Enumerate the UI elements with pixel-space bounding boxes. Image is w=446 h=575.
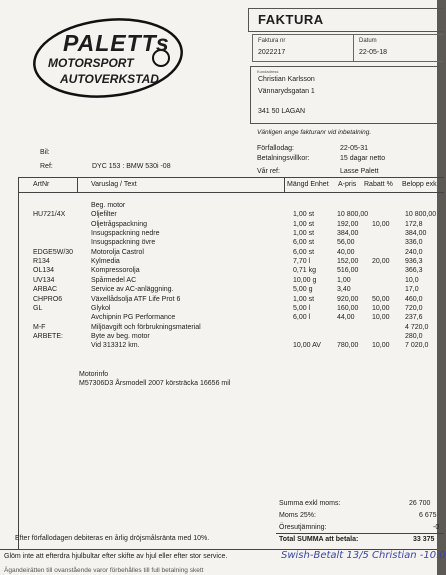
- cell-art: R134: [33, 258, 50, 266]
- date-label: Datum: [359, 38, 377, 44]
- invoice-title-box: [248, 8, 444, 32]
- cell-amt: 17,0: [405, 286, 419, 294]
- cell-qty: 1,00 st: [293, 230, 315, 238]
- cell-amt: 384,00: [405, 230, 427, 238]
- cell-amt: 172,8: [405, 220, 423, 228]
- cell-amt: 10,0: [405, 276, 419, 284]
- cell-disc: 10,00: [372, 314, 390, 322]
- cell-disc: 10,00: [372, 220, 390, 228]
- cell-amt: 336,0: [405, 239, 423, 247]
- header-desc: Varuslag / Text: [91, 181, 137, 188]
- payment-notice: Vänligen ange fakturanr vid inbetalning.: [257, 129, 372, 136]
- col-divider: [284, 178, 285, 192]
- cell-price: 384,00: [337, 230, 359, 238]
- cell-price: 40,00: [337, 248, 355, 256]
- header-qty: Mängd Enhet: [287, 181, 329, 188]
- payment-terms-value: 15 dagar netto: [340, 155, 386, 162]
- cell-desc: Beg. motor: [91, 202, 126, 209]
- customer-city: 341 50 LAGAN: [258, 108, 306, 115]
- cell-amt: 460,0: [405, 295, 423, 303]
- cell-disc: 10,00: [372, 304, 390, 312]
- customer-street: Vännarydsgatan 1: [258, 88, 315, 95]
- cell-amt: 10 800,00: [405, 211, 437, 219]
- cell-desc: Byte av beg. motor: [91, 332, 150, 340]
- vehicle-label: Bil:: [40, 149, 50, 156]
- cell-qty: 5,00 l: [293, 304, 311, 312]
- cell-art: CHPRO6: [33, 295, 63, 303]
- footer-bar: [0, 549, 446, 564]
- table-row: [19, 324, 444, 333]
- header-price: A-pris: [338, 181, 357, 188]
- cell-qty: 6,00 st: [293, 248, 315, 256]
- cell-desc: Insugspackning nedre: [91, 230, 160, 238]
- invoice-title: FAKTURA: [258, 12, 324, 27]
- table-row: [19, 305, 444, 314]
- cell-qty: 5,00 g: [293, 286, 313, 294]
- subtotal-label: Summa exkl moms:: [279, 500, 341, 507]
- meta-divider: [353, 35, 354, 61]
- cell-desc: Service av AC-anläggning.: [91, 286, 174, 294]
- footer-note-2: Ägandeirätten till ovanstående varor förbehålles till full betalning skett: [4, 567, 204, 574]
- customer-address-box: [250, 66, 441, 124]
- total-label: Total SUMMA att betala:: [279, 536, 359, 543]
- table-row: [19, 239, 444, 248]
- our-ref-label: Vår ref:: [257, 168, 280, 175]
- invoice-date: 22-05-18: [359, 49, 388, 56]
- cell-price: 920,00: [337, 295, 359, 303]
- logo-line-1: PALETTs: [63, 30, 170, 56]
- cell-desc: Motorolja Castrol: [91, 248, 144, 256]
- vat-label: Moms 25%:: [279, 512, 316, 519]
- vehicle-ref-value: DYC 153 : BMW 530i -08: [92, 163, 171, 170]
- cell-disc: 10,00: [372, 342, 390, 350]
- cell-desc: Glykol: [91, 304, 111, 312]
- cell-amt: 4 720,0: [405, 323, 429, 331]
- cell-amt: 237,6: [405, 314, 423, 322]
- invoice-table: [15, 177, 444, 550]
- cell-art: GL: [33, 304, 43, 312]
- cell-qty: 6,00 st: [293, 239, 315, 247]
- cell-desc: Avchipnin PG Performance: [91, 314, 176, 322]
- customer-name: Christian Karlsson: [258, 76, 315, 83]
- table-row: [19, 286, 444, 295]
- table-row: [19, 267, 444, 276]
- logo-line-3: AUTOVERKSTAD: [60, 72, 159, 86]
- table-row: [19, 202, 444, 211]
- header-discount: Rabatt %: [364, 181, 393, 188]
- cell-qty: 10,00 g: [293, 276, 317, 284]
- cell-desc: Oljetrågspackning: [91, 220, 148, 228]
- footer-note: Glöm inte att efterdra hjulbultar efter skifte av hjul eller efter stor service.: [4, 553, 228, 560]
- cell-amt: 936,3: [405, 258, 423, 266]
- invoice-no: 2022217: [258, 49, 286, 56]
- cell-art: ARBETE:: [33, 332, 63, 340]
- cell-qty: 1,00 st: [293, 220, 315, 228]
- payment-terms-label: Betalningsvillkor:: [257, 155, 310, 162]
- cell-amt: 366,3: [405, 267, 423, 275]
- cell-qty: 1,00 st: [293, 295, 315, 303]
- header-amount: Belopp exk: [402, 181, 437, 188]
- cell-amt: 720,0: [405, 304, 423, 312]
- cell-price: 10 800,00: [337, 211, 369, 219]
- due-date-label: Förfallodag:: [257, 145, 294, 152]
- cell-price: 1,00: [337, 276, 351, 284]
- table-row: [19, 342, 444, 351]
- cell-desc: Miljöavgift och förbrukningsmaterial: [91, 323, 201, 331]
- total-divider: [276, 533, 444, 534]
- cell-desc: Vid 313312 km.: [91, 342, 140, 350]
- cell-qty: 6,00 l: [293, 314, 311, 322]
- cell-price: 56,00: [337, 239, 355, 247]
- table-row: [19, 258, 444, 267]
- cell-price: 780,00: [337, 342, 359, 350]
- cell-disc: 20,00: [372, 258, 390, 266]
- cell-art: UV134: [33, 276, 55, 284]
- cell-qty: 1,00 st: [293, 211, 315, 219]
- subtotal-value: 26 700: [409, 500, 431, 507]
- cell-desc: Insugspackning övre: [91, 239, 156, 247]
- interest-note: Efter förfallodagen debiteras en årlig dröjsmålsränta med 10%.: [15, 535, 210, 542]
- cell-art: HU721/4X: [33, 211, 66, 219]
- cell-desc: Kylmedia: [91, 258, 120, 266]
- table-row: [19, 296, 444, 305]
- cell-desc: Oljefilter: [91, 211, 117, 219]
- cell-price: 44,00: [337, 314, 355, 322]
- cell-desc: Kompressorolja: [91, 267, 140, 275]
- cell-amt: 7 020,0: [405, 342, 429, 350]
- cell-desc: Växellådsolja ATF Life Prot 6: [91, 295, 181, 303]
- our-ref-value: Lasse Palett: [340, 168, 379, 175]
- vat-value: 6 675: [419, 512, 437, 519]
- cell-art: OL134: [33, 267, 55, 275]
- cell-price: 192,00: [337, 220, 359, 228]
- customer-label: Kundadress: [257, 69, 279, 74]
- cell-price: 152,00: [337, 258, 359, 266]
- table-row: [19, 333, 444, 342]
- cell-disc: 50,00: [372, 295, 390, 303]
- table-row: [19, 314, 444, 323]
- cell-art: M-F: [33, 323, 46, 331]
- total-value: 33 375: [413, 536, 435, 543]
- rounding-label: Öresutjämning:: [279, 524, 327, 531]
- cell-price: 160,00: [337, 304, 359, 312]
- cell-price: 516,00: [337, 267, 359, 275]
- invoice-meta-box: [252, 34, 443, 62]
- cell-qty: 7,70 l: [293, 258, 311, 266]
- vehicle-ref-label: Ref:: [40, 163, 53, 170]
- header-underline: [19, 192, 444, 193]
- cell-art: ARBAC: [33, 286, 58, 294]
- invoice-no-label: Faktura nr: [258, 38, 286, 44]
- cell-desc: Spårmedel AC: [91, 276, 137, 284]
- table-row: [19, 221, 444, 230]
- company-logo: [30, 14, 190, 106]
- header-artnr: ArtNr: [33, 181, 50, 188]
- cell-art: EDGE5W/30: [33, 248, 74, 256]
- col-divider: [77, 178, 78, 192]
- table-row: [19, 230, 444, 239]
- cell-amt: 240,0: [405, 248, 423, 256]
- table-row: [19, 277, 444, 286]
- table-row: [19, 249, 444, 258]
- cell-amt: 280,0: [405, 332, 423, 340]
- cell-qty: 10,00 AV: [293, 342, 321, 350]
- motorinfo-label: Motorinfo: [79, 371, 109, 378]
- table-row: [19, 211, 444, 220]
- logo-line-2: MOTORSPORT: [48, 56, 134, 70]
- rounding-value: -0: [433, 524, 440, 531]
- handwritten-payment-note: Swish-Betalt 13/5 Christian -10.0: [281, 550, 446, 561]
- cell-qty: 0,71 kg: [293, 267, 316, 275]
- cell-price: 3,40: [337, 286, 351, 294]
- due-date-value: 22-05-31: [340, 145, 369, 152]
- motorinfo-text: M57306D3 Årsmodell 2007 körsträcka 16656 mil: [79, 380, 231, 387]
